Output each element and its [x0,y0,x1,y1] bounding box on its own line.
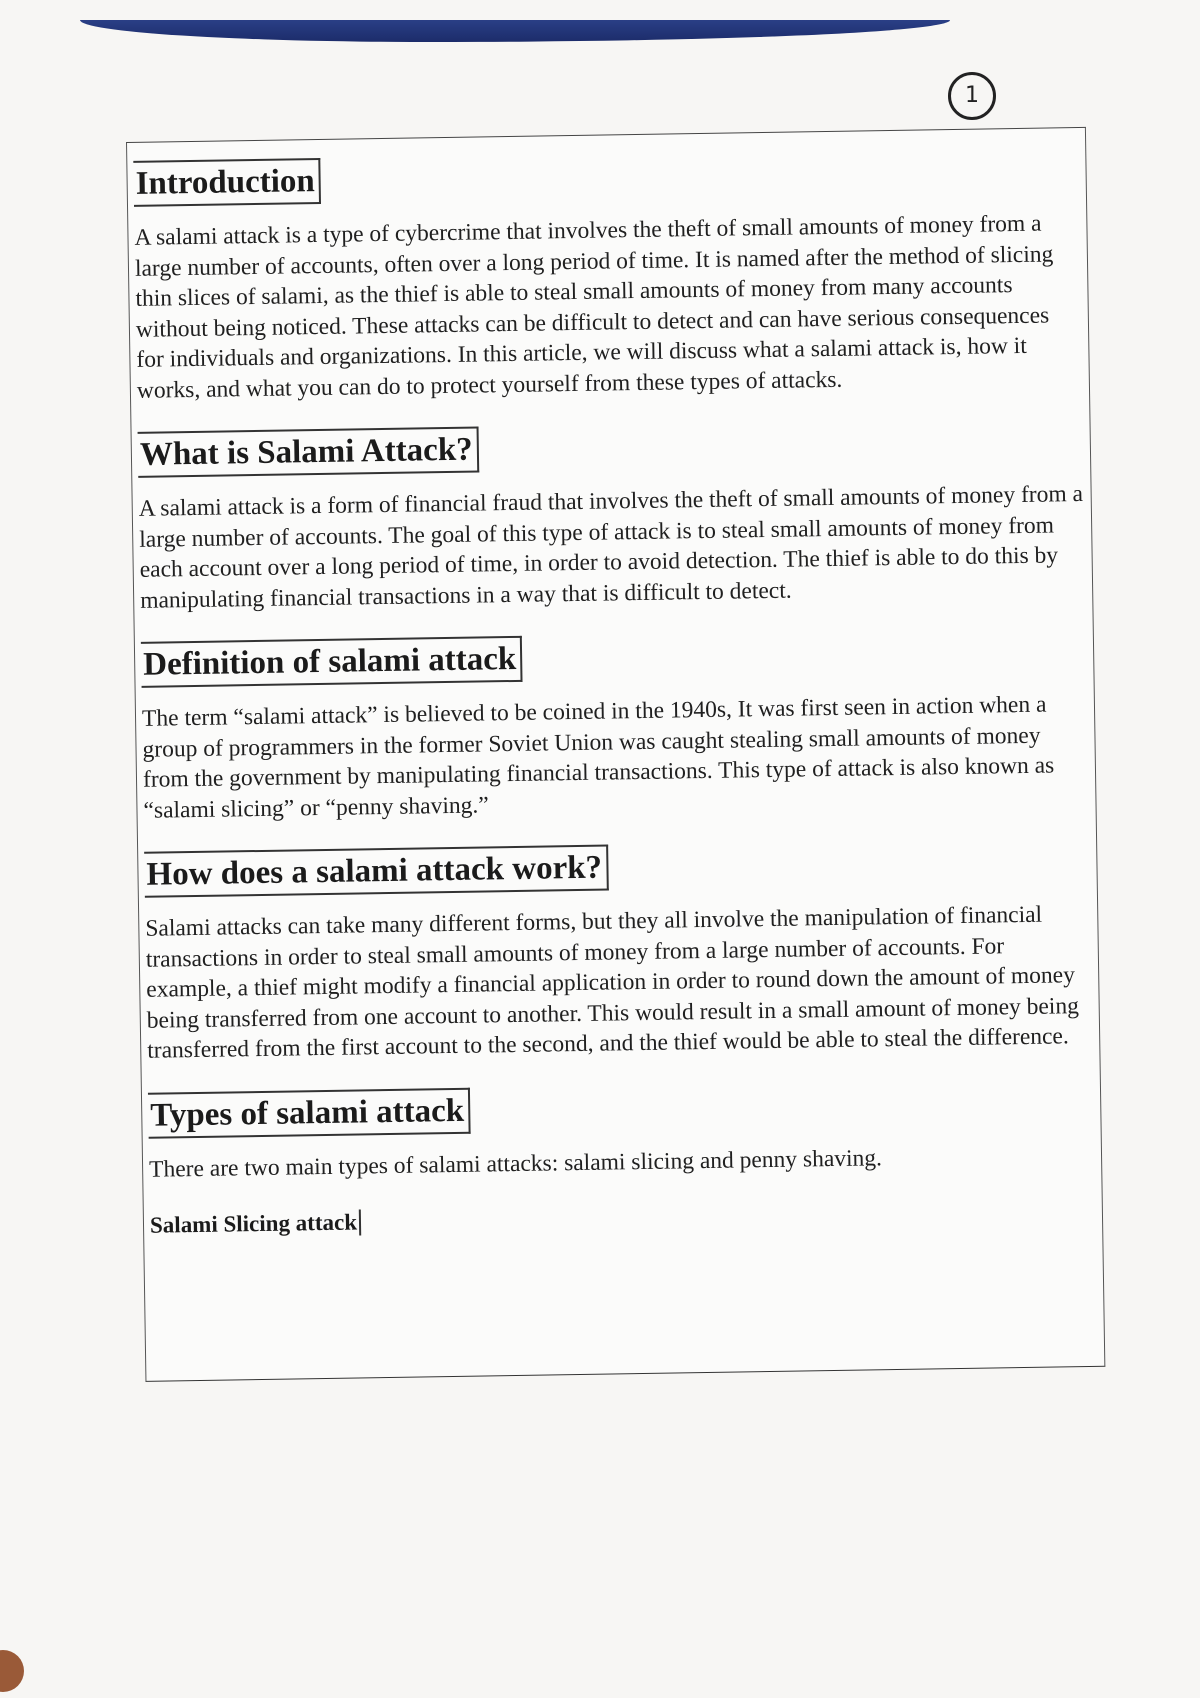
page-number: 1 [948,72,996,120]
paragraph-types: There are two main types of salami attacks: salami slicing and penny shaving. [148,1144,883,1183]
paragraph-how-it-works: Salami attacks can take many different forms, but they all involve the manipulation of financial transactions in order to steal small amounts of money from a large number of accounts. For example, a thief might modify a financial application in order to round down the amount of money being transferred from one account to another. This would result in a small amount of money being transferred from the first account to the second, and the thief would be able to steal the difference. [145,901,1080,1064]
paragraph-what-is-salami-attack: A salami attack is a form of financial fraud that involves the theft of small amounts of money from a large number of accounts. The goal of this type of attack is to steal small amounts of money from each account over a long period of time, in order to avoid detection. The thief is able to do this by manipulating financial transactions in a way that is difficult to detect. [138,481,1084,614]
subheading-salami-slicing: Salami Slicing attack [150,1209,361,1238]
document-frame [126,127,1105,1382]
paragraph-introduction: A salami attack is a type of cybercrime that involves the theft of small amounts of money from a large number of accounts, often over a long period of time. It is named after the method of slicing thin slices of salami, as the thief is able to steal small amounts of money from many accounts without being noticed. These attacks can be difficult to detect and can have serious consequences for individuals and organizations. In this article, we will discuss what a salami attack is, how it works, and what you can do to protect yourself from these types of attacks. [134,210,1054,404]
heading-types: Types of salami attack [148,1087,470,1138]
corner-stain [0,1650,24,1692]
heading-how-it-works: How does a salami attack work? [144,845,608,898]
document-content [133,146,1096,1239]
paragraph-definition: The term “salami attack” is believed to be coined in the 1940s, It was first seen in action when a group of programmers in the former Soviet Union was caught stealing small amounts of money from the government by manipulating financial transactions. This type of attack is also known as “salami slicing” or “penny shaving.” [141,691,1055,824]
top-banner-stripe [80,20,950,42]
heading-what-is-salami-attack: What is Salami Attack? [138,427,479,478]
heading-introduction: Introduction [133,158,321,207]
heading-definition: Definition of salami attack [141,636,523,688]
